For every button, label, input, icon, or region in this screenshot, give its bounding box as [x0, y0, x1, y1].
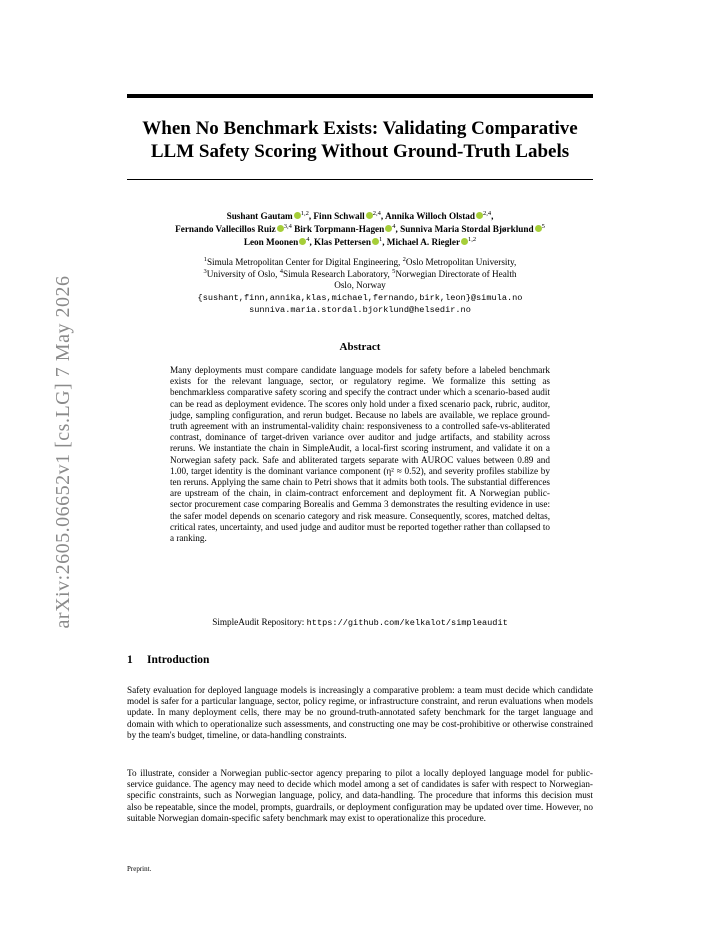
footer-note: Preprint. [127, 865, 152, 873]
repository-link[interactable]: https://github.com/kelkalot/simpleaudit [306, 618, 508, 628]
affiliation-city: Oslo, Norway [334, 280, 386, 290]
abstract-body: Many deployments must compare candidate language models for safety before a labeled benchmark exists for the relevant language, sector, or regulatory regime. We formalize this setting as benchmarkless comparative safety scoring and specify the contract under which a scenario-based audit can be read as deployment evidence. The scores only hold under a fixed scenario pack, rubric, auditor, judge, sampling configuration, and rerun budget. Because no labels are available, we replace ground-truth agreement with an instrumental-validity chain: responsiveness to a controlled safe-vs-abliterated contrast, dominance of target-driven variance over auditor and judge artifacts, and stability across reruns. We instantiate the chain in SimpleAudit, a local-first scoring instrument, and validate it on a Norwegian safety pack. Safe and abliterated targets separate with AUROC values between 0.89 and 1.00, target identity is the dominant variance component (η² ≈ 0.52), and severity profiles stabilize by ten reruns. Applying the same chain to Petri shows that it admits both tools. The substantial differences are upstream of the chain, in claim-contract enforcement and deployment fit. A Norwegian public-sector procurement case comparing Borealis and Gemma 3 demonstrates the resulting evidence in use: the safer model depends on scenario category and risk measure. Consequently, scores, matched deltas, critical rates, uncertainty, and used judge and auditor must be reported together rather than collapsed to a ranking. [170, 365, 550, 544]
author-name[interactable]: Sunniva Maria Stordal Bjørklund [400, 224, 534, 234]
section-number: 1 [127, 654, 133, 666]
affiliation-5: Norwegian Directorate of Health [395, 268, 517, 279]
author-affil: 3,4 [283, 222, 292, 230]
orcid-icon[interactable] [372, 238, 379, 245]
author-affil: 2,4 [372, 209, 381, 217]
orcid-icon[interactable] [277, 225, 284, 232]
author-name[interactable]: Leon Moonen [243, 237, 299, 247]
author-affil: 5 [541, 222, 545, 230]
affiliations: $^1$Simula Metropolitan Center for Digital Engineering, $^2$Oslo Metropolitan University, $^3$University of Oslo, $^4$Simula Research Laboratory, $^5$Norwegian Directorate of Health Oslo, Norway {sushant,finn,annika,klas,michael,fernando,birk,leon}@simula.no sunniva.maria.stordal.bjorklund@helsedir.no [197, 255, 523, 315]
section-title: Introduction [147, 654, 210, 666]
orcid-icon[interactable] [294, 212, 301, 219]
arxiv-stamp: arXiv:2605.06652v1 [cs.LG] 7 May 2026 [52, 275, 74, 629]
abstract-heading: Abstract [339, 341, 381, 353]
affiliation-3: University of Oslo, [206, 268, 280, 279]
orcid-icon[interactable] [535, 225, 542, 232]
orcid-icon[interactable] [476, 212, 483, 219]
email-secondary[interactable]: sunniva.maria.stordal.bjorklund@helsedir.no [249, 305, 471, 315]
author-affil: 2,4 [483, 209, 492, 217]
repository-line [127, 617, 593, 628]
author-name[interactable]: Finn Schwall [313, 211, 365, 221]
author-name[interactable]: Sushant Gautam [226, 211, 293, 221]
title-top-rule [127, 94, 593, 98]
affiliation-2: Oslo Metropolitan University, [405, 257, 517, 267]
arxiv-stamp-wrap [18, 0, 74, 932]
affiliation-4: Simula Research Laboratory, [282, 268, 393, 279]
affiliation-1: Simula Metropolitan Center for Digital Engineering, [206, 257, 403, 267]
section-heading [127, 654, 209, 666]
author-affil: 4 [392, 222, 396, 230]
author-name[interactable]: Annika Willoch Olstad [384, 211, 475, 221]
author-affil: 1 [378, 235, 383, 243]
author-affil: 1,2 [300, 209, 309, 217]
author-name[interactable]: Michael A. Riegler [386, 237, 461, 247]
intro-paragraph: Safety evaluation for deployed language models is increasingly a comparative problem: a team must decide which candidate model is safer for a particular language, sector, policy regime, or infrastructure constraint, and rerun evaluations when models update. In many deployment cells, there may be no ground-truth-annotated safety benchmark for the target language and domain with which to operationalize such assessments, and constructing one may be cost-prohibitive or otherwise constrained by the team's budget, timeline, or data-handling constraints. [127, 685, 593, 740]
paper-title: When No Benchmark Exists: Validating Comparative LLM Safety Scoring Without Ground-Truth Labels [142, 118, 578, 162]
orcid-icon[interactable] [366, 212, 373, 219]
email-list[interactable]: {sushant,finn,annika,klas,michael,fernando,birk,leon}@simula.no [197, 292, 523, 303]
author-name[interactable]: Birk Torpmann-Hagen [294, 224, 385, 234]
author-affil: 1,2 [468, 235, 477, 243]
author-list: Sushant Gautam $^{1,2}$, Finn Schwall $^{2,4}$, Annika Willoch Olstad $^{2,4}$, Fernando Vallecillos Ruiz $^{3,4}$ Birk Torpmann-Hagen $^4$, Sunniva Maria Stordal Bjørklund $^5$ Leon Moonen $^4$, Klas Pettersen $^1$, Michael A. Riegler $^{1,2}$ [175, 209, 545, 247]
orcid-icon[interactable] [461, 238, 468, 245]
author-name[interactable]: Klas Pettersen [314, 237, 371, 247]
intro-paragraph: To illustrate, consider a Norwegian public-sector agency preparing to pilot a locally deployed language model for public-service guidance. The agency may need to decide which model among a set of candidates is safer with respect to Norwegian-specific constraints, such as Norwegian language, policy, and data-handling. The procedure that informs this decision must also be repeatable, since the model, prompts, guardrails, or deployment configuration may be updated over time. However, no suitable Norwegian domain-specific safety benchmark may exist to operationalize this procedure. [127, 768, 593, 823]
repository-label: SimpleAudit Repository: [212, 617, 307, 627]
author-name[interactable]: Fernando Vallecillos Ruiz [175, 224, 276, 234]
author-affil: 4 [306, 235, 310, 243]
title-bottom-rule [127, 179, 593, 180]
